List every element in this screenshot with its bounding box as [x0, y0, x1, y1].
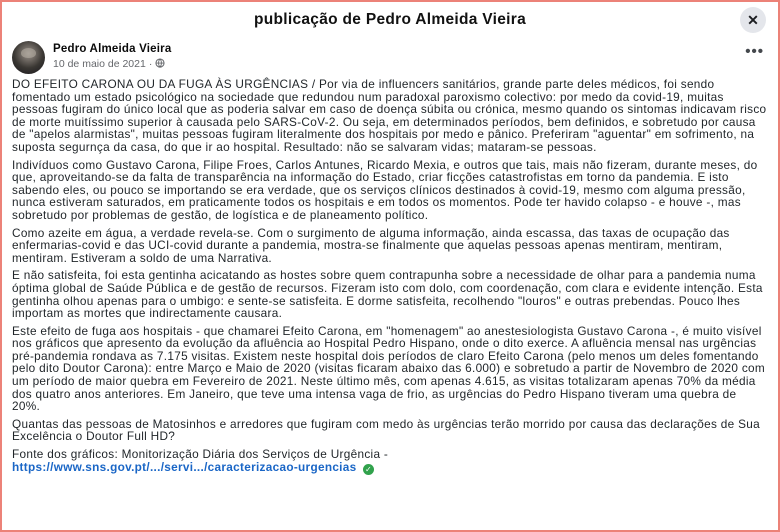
post-date: 10 de maio de 2021 — [53, 58, 146, 71]
author-name[interactable]: Pedro Almeida Vieira — [53, 43, 172, 56]
post-paragraph: Como azeite em água, a verdade revela-se. Com o surgimento de alguma informação, ainda escassa, das taxas de ocupação das enfermarias-covid e das UCI-covid durante a pandemia, mostra-se finalmente que aquelas pessoas apenas mentiram, mentiram, mentiram. Estiveram a soldo de uma Narrativa. — [12, 225, 730, 265]
post-body — [2, 76, 778, 475]
post-paragraph: DO EFEITO CARONA OU DA FUGA ÀS URGÊNCIAS / Por via de influencers sanitários, grande parte deles médicos, foi sendo fomentado um estado psicológico na sociedade que redundou num paradoxal paroxismo colectivo: por medo da covid-19, muitas pessoas fugiram do único local que as poderia salvar em caso de doença súbita ou crónica, mesmo quando os sintomas indicavam risco de morte muitíssimo superior à causada pelo SARS-CoV-2. Ou seja, em determinados períodos, bem definidos, e sobretudo por causa de "apelos alarmistas", muitas pessoas fugiram literalmente dos hospitais por medo e pânico. Preferiram "aguentar" em sofrimento, na suposta segurnça da casa, do que ir ao hospital. Resultado: não se salvaram vidas; mataram-se pessoas. — [12, 77, 767, 154]
post-meta — [53, 58, 171, 71]
globe-icon — [155, 58, 165, 71]
post-header — [2, 38, 778, 76]
post-paragraph: Este efeito de fuga aos hospitais - que chamarei Efeito Carona, em "homenagem" ao anestesiologista Gustavo Carona -, é muito visível nos gráficos que apresento da evolução da afluência ao Hospital Pedro Hispano, onde o dito exerce. A afluência mensal nas urgências pré-pandemia rondava as 7.175 visitas. Existem neste hospital dois períodos de claro Efeito Carona (pelo menos um deles fomentando pelo dito Doutor Carona): entre Março e Maio de 2020 (visitas ficaram abaixo das 6.000) e sobretudo a partir de Novembro de 2020 com um período de maior quebra em Fevereiro de 2021. Neste último mês, com apenas 4.615, as visitas totalizaram apenas 70% da média dos quatro anos anteriores. Em Janeiro, que teve uma intensa vaga de frio, as urgências do Pedro Hispano tiveram uma quebra de 20%. — [12, 323, 766, 414]
verified-check-icon: ✓ — [365, 464, 373, 474]
post-paragraph: Indivíduos como Gustavo Carona, Filipe Froes, Carlos Antunes, Ricardo Mexia, e outros que tais, mais não fizeram, durante meses, do que, aproveitando-se da falta de transparência na informação do Estado, criar ficções catastrofistas em torno da pandemia. E isto sabendo eles, ou pouco se importando se era verdade, que os serviços clínicos destinados à covid-19, mesmo com alguma pressão, nunca estiveram saturados, em praticamente todos os hospitais e em todos os momentos. Pode ter havido colapso - e houve -, mas sobretudo por problemas de gestão, de logística e de planeamento político. — [12, 157, 758, 222]
source-text: Fonte dos gráficos: Monitorização Diária dos Serviços de Urgência - — [12, 447, 389, 462]
source-paragraph — [12, 448, 768, 475]
modal-title: publicação de Pedro Almeida Vieira — [253, 11, 527, 28]
avatar[interactable] — [12, 41, 45, 74]
post-paragraph: E não satisfeita, foi esta gentinha acicatando as hostes sobre quem contrapunha sobre a necessidade de olhar para a pandemia numa óptima global de Saúde Pública e de gestão de recursos. Fizeram isto com dolo, com coordenação, com clara e evidente intenção. Esta gentinha olhou apenas para o umbigo: e sente-se satisfeita. E dorme satisfeita, recolhendo "louros" e outras prebendas. Pouco lhes importam as mortes que indirectamente causara. — [12, 268, 763, 321]
source-link[interactable]: https://www.sns.gov.pt/.../servi.../caracterizacao-urgencias — [12, 459, 357, 474]
post-paragraph: Quantas das pessoas de Matosinhos e arredores que fugiram com medo às urgências terão morrido por causa das declarações de Sua Excelência o Doutor Full HD? — [12, 416, 760, 444]
author-block — [53, 43, 171, 70]
modal-header — [2, 2, 778, 38]
meta-separator: · — [148, 58, 153, 71]
more-options-button[interactable]: ••• — [745, 43, 764, 60]
close-button[interactable] — [740, 7, 766, 33]
close-icon: ✕ — [747, 12, 759, 28]
